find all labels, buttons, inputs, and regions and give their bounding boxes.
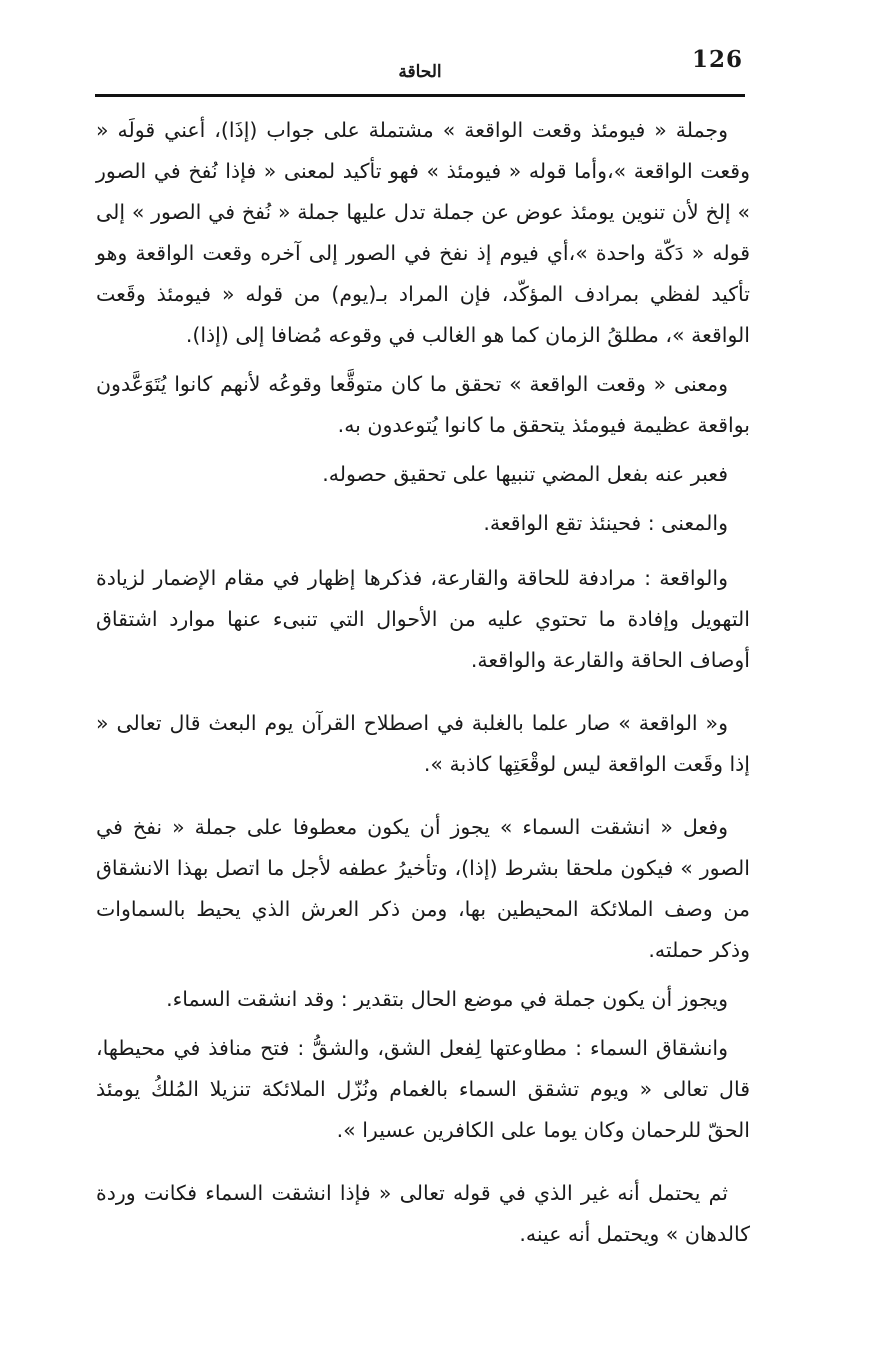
paragraph-7: وفعل « انشقت السماء » يجوز أن يكون معطوفا على جملة « نفخ في الصور » فيكون ملحقا بشرط (إذا)، وتأخيرُ عطفه لأجل ما اتصل بهذا الانشقاق من وصف الملائكة المحيطين بها، ومن ذكر العرش الذي يحيط بالسماوات وذكر حملته. [96, 815, 750, 962]
paragraph-10: ثم يحتمل أنه غير الذي في قوله تعالى « فإذا انشقت السماء فكانت وردة كالدهان » ويحتمل أنه عينه. [96, 1181, 750, 1246]
paragraph-1: وجملة « فيومئذ وقعت الواقعة » مشتملة على جواب (إذَا)، أعني قولَه « وقعت الواقعة »،وأما قوله « فيومئذ » فهو تأكيد لمعنى « فإذا نُفخ في الصور » إلخ لأن تنوين يومئذ عوض عن جملة تدل عليها جملة « نُفخ في الصور » إلى قوله « دَكّة واحدة »،أي فيوم إذ نفخ في الصور إلى آخره وقعت الواقعة وهو تأكيد لفظي بمرادف المؤكّد، فإن المراد بـ(يوم) من قوله « فيومئذ وقَعت الواقعة »، مطلقُ الزمان كما هو الغالب في وقوعه مُضافا إلى (إذا). [96, 118, 750, 347]
paragraph-8: ويجوز أن يكون جملة في موضع الحال بتقدير : وقد انشقت السماء. [166, 987, 728, 1011]
paragraph-6: و« الواقعة » صار علما بالغلبة في اصطلاح القرآن يوم البعث قال تعالى « إذا وقَعت الواقعة ليس لوقْعَتِها كاذبة ». [96, 711, 750, 776]
running-title: الحاقة [398, 62, 442, 82]
paragraph-3: فعبر عنه بفعل المضي تنبيها على تحقيق حصوله. [322, 462, 728, 486]
paragraph-9: وانشقاق السماء : مطاوعتها لِفعل الشق، والشقُّ : فتح منافذ في محيطها، قال تعالى « ويوم تشقق السماء بالغمام ونُزّل الملائكة تنزيلا المُلكُ يومئذ الحقّ للرحمان وكان يوما على الكافرين عسيرا ». [96, 1036, 750, 1142]
page-body [96, 110, 750, 1255]
paragraph-2: ومعنى « وقعت الواقعة » تحقق ما كان متوقَّعا وقوعُه لأنهم كانوا يُتَوَعَّدون بواقعة عظيمة فيومئذ يتحقق ما كانوا يُتوعدون به. [96, 372, 750, 437]
paragraph-5: والواقعة : مرادفة للحاقة والقارعة، فذكرها إظهار في مقام الإضمار لزيادة التهويل وإفادة ما تحتوي عليه من الأحوال التي تنبىء عنها موارد اشتقاق أوصاف الحاقة والقارعة والواقعة. [96, 566, 750, 672]
page-number: 126 [691, 46, 743, 73]
header-divider [95, 94, 745, 97]
page-header [95, 42, 745, 94]
paragraph-4: والمعنى : فحينئذ تقع الواقعة. [483, 511, 728, 535]
